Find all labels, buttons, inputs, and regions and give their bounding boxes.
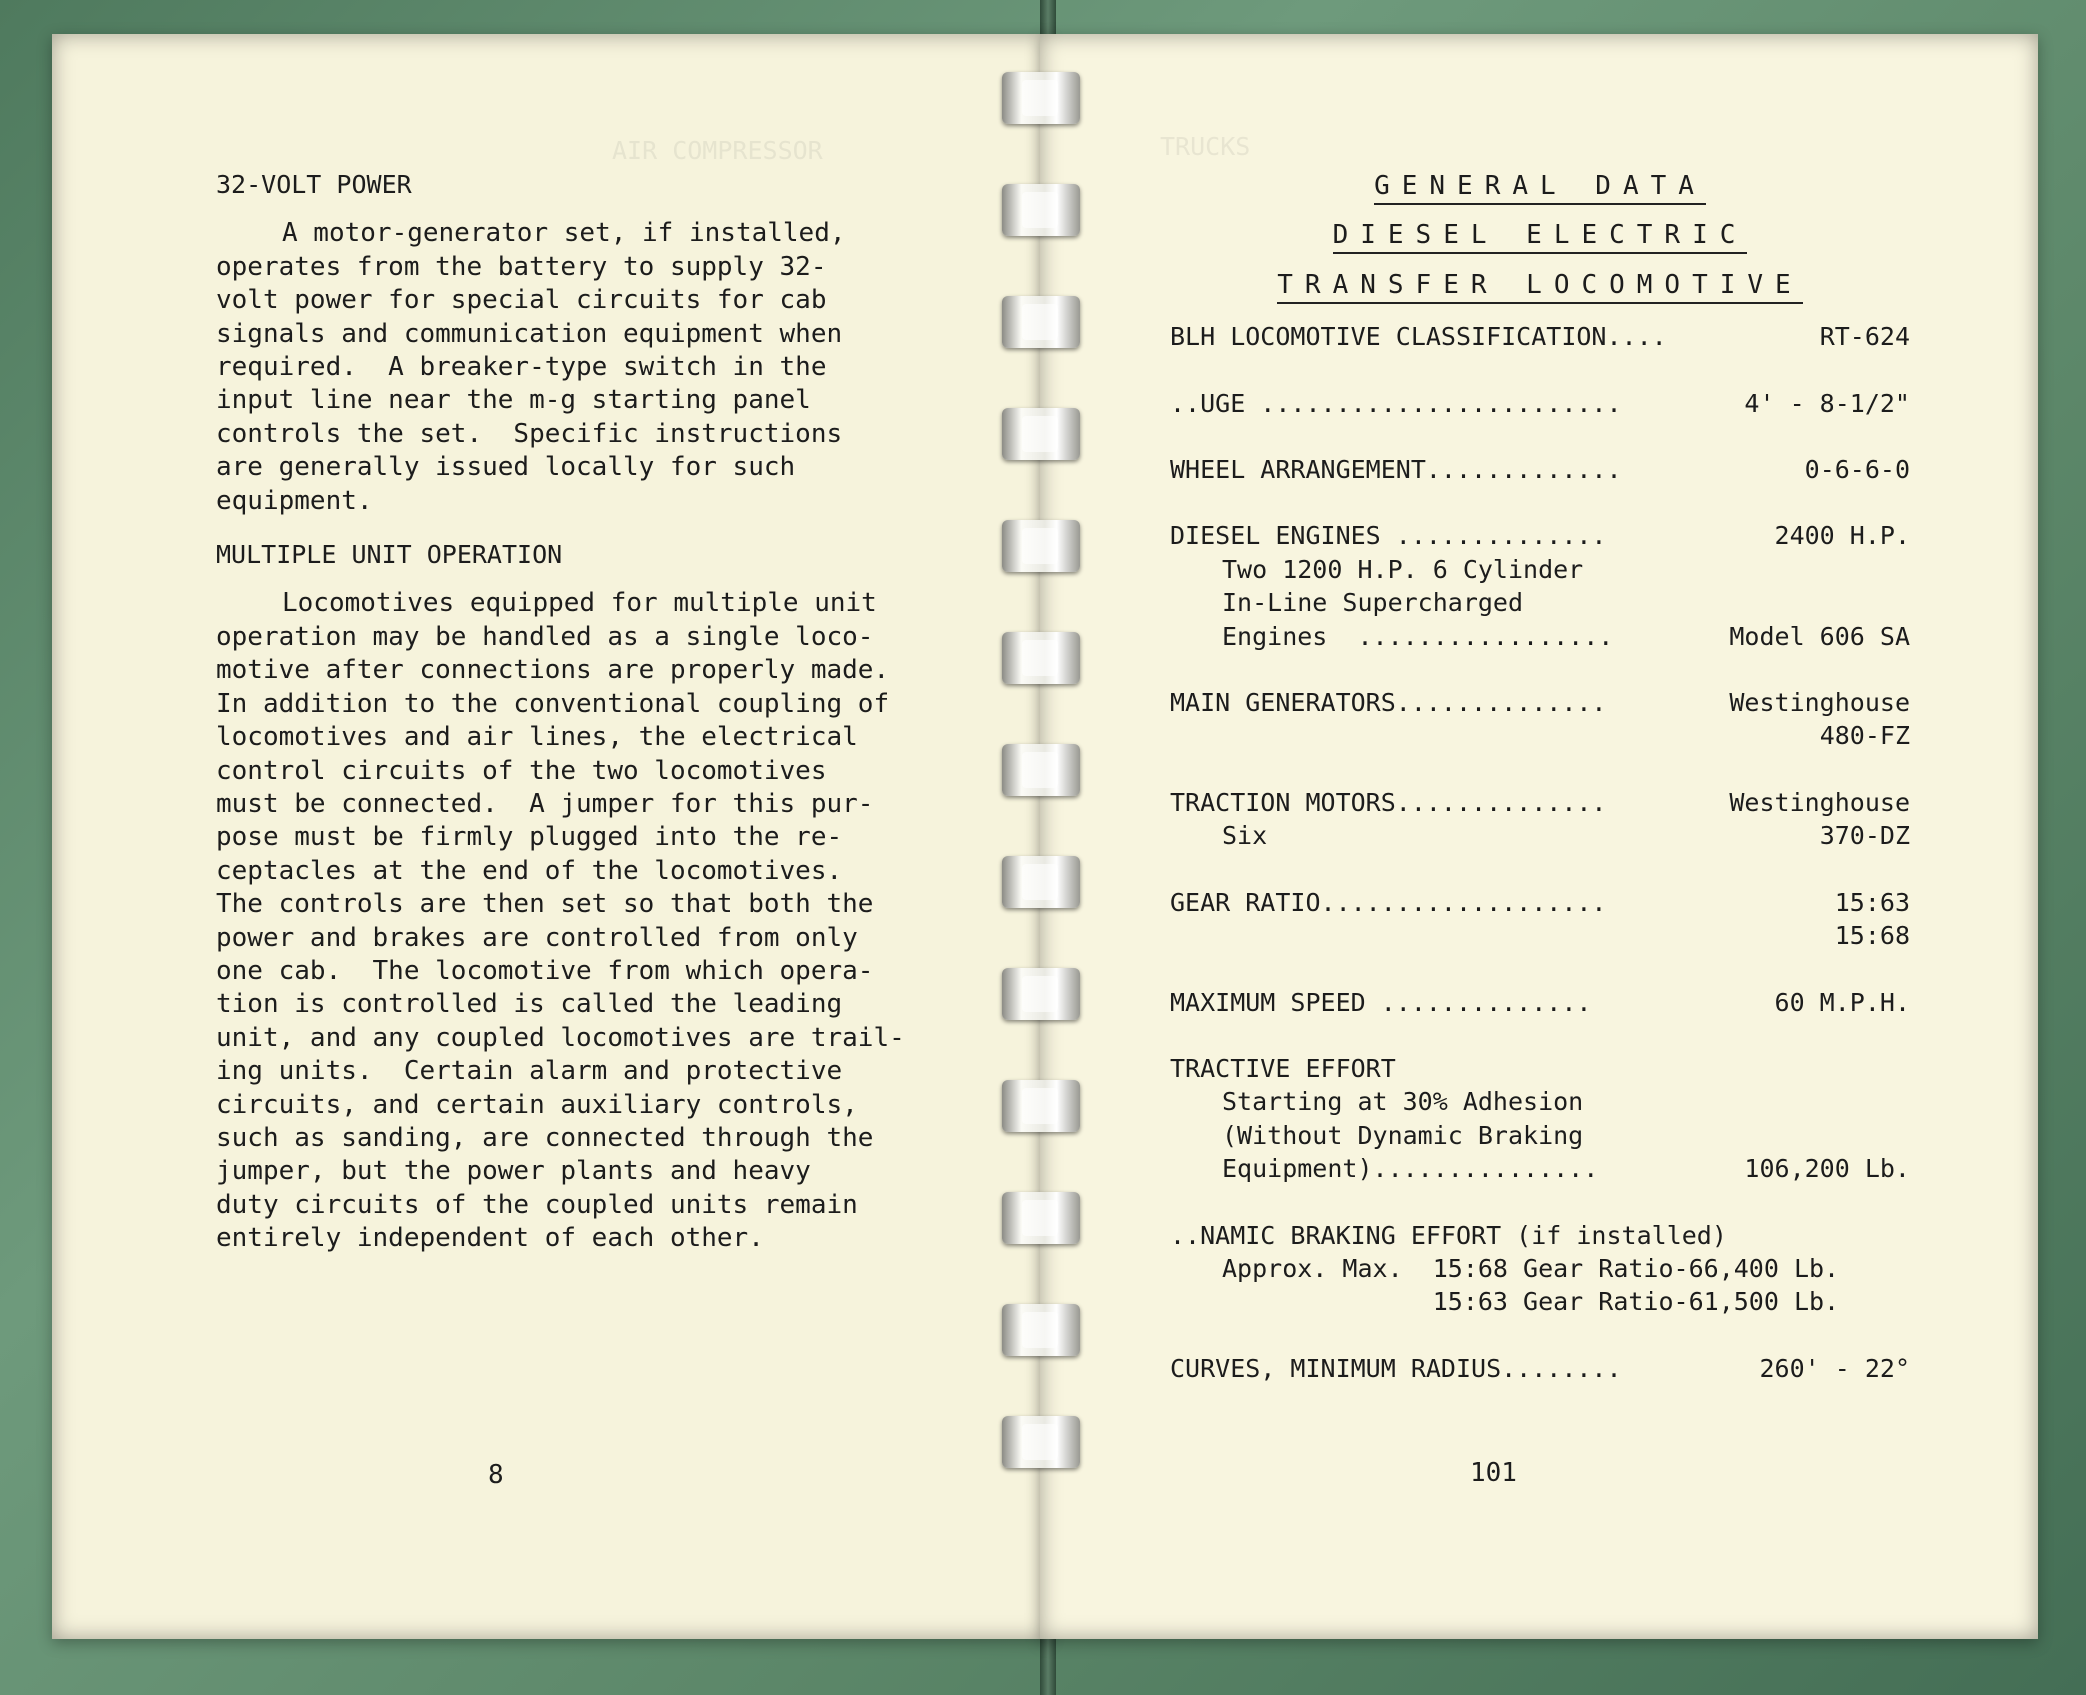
binding-ring (1002, 1080, 1080, 1132)
title-line (1170, 219, 1910, 252)
binding-ring (1002, 968, 1080, 1020)
section-heading: 32-VOLT POWER (216, 170, 412, 199)
paragraph-line: operation may be handled as a single loco- (216, 621, 874, 652)
paragraph-line: power and brakes are controlled from only (216, 922, 858, 953)
spec-row (1170, 1285, 1910, 1318)
spec-label: Engines ................. (1222, 621, 1614, 651)
binding-ring (1002, 184, 1080, 236)
spec-row (1170, 453, 1910, 486)
bleed-through-text: TRUCKS (1160, 132, 1251, 161)
paragraph-line: ing units. Certain alarm and protective (216, 1056, 843, 1087)
paragraph-line: one cab. The locomotive from which opera- (216, 955, 874, 986)
spec-value: 60 M.P.H. (1774, 987, 1910, 1017)
binding-ring (1002, 856, 1080, 908)
binding-ring (1002, 632, 1080, 684)
paragraph-line: volt power for special circuits for cab (216, 285, 827, 316)
spec-label: 15:63 Gear Ratio-61,500 Lb. (1222, 1287, 1840, 1317)
spec-row (1170, 586, 1910, 619)
paragraph-line: entirely independent of each other. (216, 1223, 764, 1254)
spec-item (1170, 1219, 1910, 1319)
paragraph-line: control circuits of the two locomotives (216, 755, 827, 786)
spec-item (1170, 453, 1910, 486)
paragraph-line: must be connected. A jumper for this pur- (216, 788, 874, 819)
right-page-text (1170, 170, 1910, 1418)
spec-item (1170, 786, 1910, 853)
paragraph-line: unit, and any coupled locomotives are trail- (216, 1022, 905, 1053)
spec-item (1170, 320, 1910, 353)
paragraph-line: required. A breaker-type switch in the (216, 352, 827, 383)
paragraph-line: jumper, but the power plants and heavy (216, 1156, 811, 1187)
binding-ring (1002, 1416, 1080, 1468)
spec-label: Equipment)............... (1222, 1154, 1599, 1184)
bleed-through-text: AIR COMPRESSOR (612, 136, 823, 165)
paragraph-line: are generally issued locally for such (216, 452, 796, 483)
paragraph-line: signals and communication equipment when (216, 318, 843, 349)
spec-label: Starting at 30% Adhesion (1222, 1087, 1584, 1117)
title-text: TRANSFER LOCOMOTIVE (1277, 270, 1802, 304)
spec-value: 2400 H.P. (1774, 521, 1910, 551)
title-line (1170, 269, 1910, 302)
spec-label: CURVES, MINIMUM RADIUS........ (1170, 1353, 1622, 1383)
paragraph-line: circuits, and certain auxiliary controls, (216, 1089, 858, 1120)
spec-label: Two 1200 H.P. 6 Cylinder (1222, 554, 1584, 584)
spec-row (1170, 1252, 1910, 1285)
left-page-number: 8 (488, 1460, 504, 1490)
spec-label: Approx. Max. 15:68 Gear Ratio-66,400 Lb. (1222, 1253, 1840, 1283)
spec-value: 4' - 8-1/2" (1744, 388, 1910, 418)
paragraph-line: controls the set. Specific instructions (216, 418, 843, 449)
spec-row (1170, 919, 1910, 952)
paragraph-line: operates from the battery to supply 32- (216, 251, 827, 282)
paragraph-line: In addition to the conventional coupling of (216, 688, 890, 719)
spec-value: Westinghouse (1729, 787, 1910, 817)
spec-label: MAIN GENERATORS.............. (1170, 688, 1607, 718)
paragraph-line: Locomotives equipped for multiple unit (282, 588, 877, 619)
spec-row (1170, 786, 1910, 819)
title-text: GENERAL DATA (1374, 171, 1706, 205)
spec-item (1170, 1352, 1910, 1385)
binding-ring (1002, 744, 1080, 796)
spec-row (1170, 387, 1910, 420)
paragraph-line: duty circuits of the coupled units remain (216, 1189, 858, 1220)
paragraph-line: ceptacles at the end of the locomotives. (216, 855, 843, 886)
spec-row (1170, 1052, 1910, 1085)
spec-label: In-Line Supercharged (1222, 588, 1524, 618)
section-heading: MULTIPLE UNIT OPERATION (216, 540, 563, 570)
spec-row (1170, 819, 1910, 852)
spec-row (1170, 1119, 1910, 1152)
paragraph-line: input line near the m-g starting panel (216, 385, 811, 416)
binding-ring (1002, 72, 1080, 124)
left-page-text (216, 168, 956, 1256)
spec-label: BLH LOCOMOTIVE CLASSIFICATION.... (1170, 322, 1667, 352)
spec-item (1170, 519, 1910, 653)
spec-item (1170, 886, 1910, 953)
spec-value: 106,200 Lb. (1744, 1154, 1910, 1184)
title-text: DIESEL ELECTRIC (1333, 220, 1748, 254)
binding-ring (1002, 520, 1080, 572)
spec-value: RT-624 (1819, 322, 1910, 352)
spec-value: 15:63 (1834, 887, 1910, 917)
spec-row (1170, 1219, 1910, 1252)
spec-label: (Without Dynamic Braking (1222, 1120, 1584, 1150)
spec-item (1170, 387, 1910, 420)
spec-row (1170, 1352, 1910, 1385)
title-line (1170, 170, 1910, 203)
spec-value: 15:68 (1834, 921, 1910, 951)
spec-row (1170, 1152, 1910, 1185)
paragraph-line: equipment. (216, 485, 373, 516)
spec-row (1170, 986, 1910, 1019)
spec-label: ..UGE ........................ (1170, 388, 1622, 418)
spec-label: TRACTION MOTORS.............. (1170, 787, 1607, 817)
paragraph-line: locomotives and air lines, the electrical (216, 722, 858, 753)
spec-row (1170, 519, 1910, 552)
spec-value: 480-FZ (1819, 721, 1910, 751)
spec-row (1170, 686, 1910, 719)
binding-ring (1002, 408, 1080, 460)
spec-row (1170, 620, 1910, 653)
paragraph-line: such as sanding, are connected through the (216, 1122, 874, 1153)
spec-label: GEAR RATIO................... (1170, 887, 1607, 917)
spec-item (1170, 686, 1910, 753)
spec-value: Model 606 SA (1729, 621, 1910, 651)
binding-ring (1002, 296, 1080, 348)
spec-row (1170, 719, 1910, 752)
paragraph-line: tion is controlled is called the leading (216, 989, 843, 1020)
spec-item (1170, 1052, 1910, 1186)
spec-label: Six (1222, 821, 1268, 851)
paragraph-line: motive after connections are properly made. (216, 655, 890, 686)
spec-label: TRACTIVE EFFORT (1170, 1053, 1396, 1083)
paragraph-line: The controls are then set so that both the (216, 889, 874, 920)
spec-label: WHEEL ARRANGEMENT............. (1170, 455, 1622, 485)
paragraph-line: A motor-generator set, if installed, (282, 218, 846, 249)
spec-row (1170, 553, 1910, 586)
paragraph-line: pose must be firmly plugged into the re- (216, 822, 843, 853)
spec-row (1170, 1085, 1910, 1118)
right-page-number: 101 (1470, 1458, 1517, 1488)
spec-value: 260' - 22° (1759, 1353, 1910, 1383)
spec-label: MAXIMUM SPEED .............. (1170, 987, 1592, 1017)
spec-value: Westinghouse (1729, 688, 1910, 718)
spiral-binding (1002, 0, 1092, 1695)
binding-ring (1002, 1304, 1080, 1356)
binding-ring (1002, 1192, 1080, 1244)
spec-label: DIESEL ENGINES .............. (1170, 521, 1607, 551)
spec-item (1170, 986, 1910, 1019)
spec-value: 370-DZ (1819, 821, 1910, 851)
spec-value: 0-6-6-0 (1804, 455, 1910, 485)
spec-label: ..NAMIC BRAKING EFFORT (if installed) (1170, 1220, 1727, 1250)
spec-row (1170, 320, 1910, 353)
spec-row (1170, 886, 1910, 919)
